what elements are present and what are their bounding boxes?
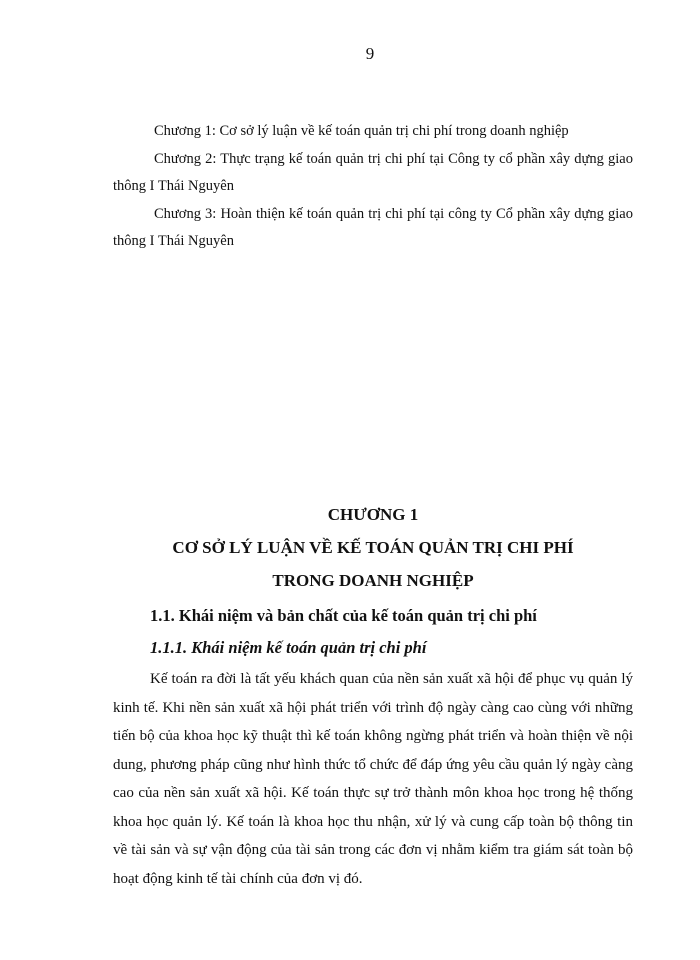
chapter-section xyxy=(113,498,633,893)
page-number: 9 xyxy=(365,44,375,63)
section-heading: 1.1. Khái niệm và bản chất của kế toán quản trị chi phí xyxy=(150,606,537,625)
outline-item-chapter-3: Chương 3: Hoàn thiện kế toán quản trị chi phí tại công ty Cổ phần xây dựng giao thông I Thái Nguyên xyxy=(113,205,633,249)
body-paragraph: Kế toán ra đời là tất yếu khách quan của nền sản xuất xã hội để phục vụ quản lý kinh tế. Khi nền sản xuất xã hội phát triển với trình độ ngày càng cao cùng với những tiến bộ của khoa học kỹ thuật thì kế toán không ngừng phát triển và hoàn thiện về nội dung, phương pháp cũng như hình thức tổ chức để đáp ứng yêu cầu quản lý ngày càng cao của nền sản xuất xã hội. Kế toán thực sự trở thành môn khoa học trong hệ thống khoa học quản lý. Kế toán là khoa học thu nhận, xử lý và cung cấp toàn bộ thông tin về tài sản và sự vận động của tài sản trong các đơn vị nhằm kiểm tra giám sát toàn bộ hoạt động kinh tế tài chính của đơn vị đó. xyxy=(113,671,633,887)
chapter-outline xyxy=(113,118,633,256)
chapter-title-line-1: CƠ SỞ LÝ LUẬN VỀ KẾ TOÁN QUẢN TRỊ CHI PHÍ xyxy=(172,538,574,557)
subsection-heading: 1.1.1. Khái niệm kế toán quản trị chi phí xyxy=(150,638,427,657)
outline-item-chapter-1: Chương 1: Cơ sở lý luận về kế toán quản trị chi phí trong doanh nghiệp xyxy=(154,123,569,139)
chapter-label: CHƯƠNG 1 xyxy=(327,505,419,524)
outline-item-chapter-2: Chương 2: Thực trạng kế toán quản trị chi phí tại Công ty cổ phần xây dựng giao thông I Thái Nguyên xyxy=(113,150,633,194)
chapter-title-line-2: TRONG DOANH NGHIỆP xyxy=(272,571,474,590)
